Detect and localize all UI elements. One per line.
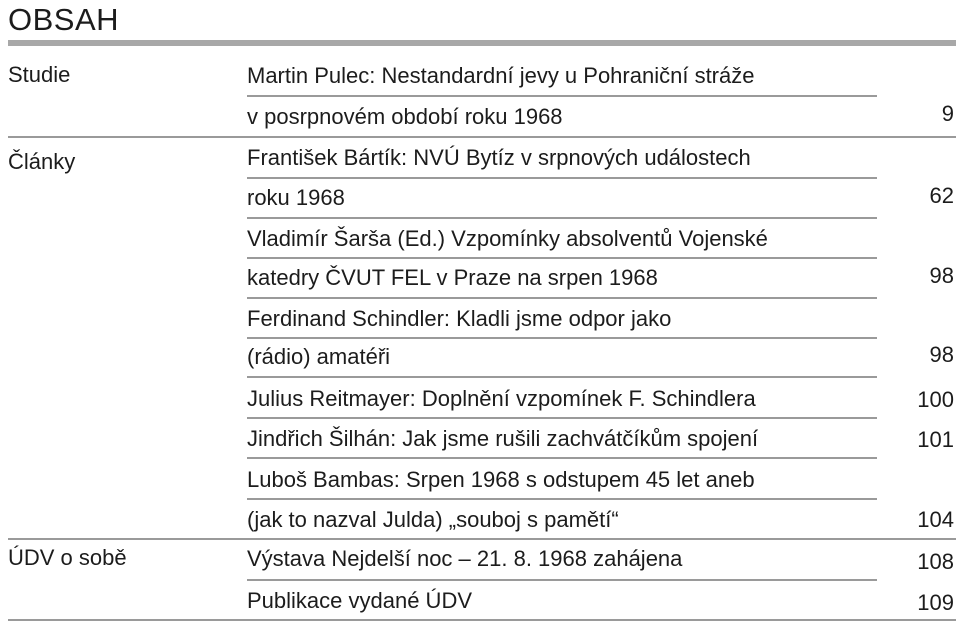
entry-title-line: Luboš Bambas: Srpen 1968 s odstupem 45 let aneb: [247, 467, 755, 492]
entry-page-number: 9: [941, 101, 954, 126]
entry-title-line: Jindřich Šilhán: Jak jsme rušili zachvátčíkům spojení: [247, 426, 759, 451]
entry-title-line: roku 1968: [247, 185, 345, 210]
entry-title-line: Julius Reitmayer: Doplnění vzpomínek F. Schindlera: [247, 386, 756, 411]
entry-line-divider: [247, 337, 877, 339]
entry-page-number: 104: [917, 507, 954, 532]
entry-page-number: 98: [929, 263, 954, 288]
entry-title-line: Publikace vydané ÚDV: [247, 588, 473, 613]
entry-title-line: František Bártík: NVÚ Bytíz v srpnových událostech: [247, 145, 751, 170]
entry-divider: [8, 136, 956, 138]
section-label-clanky: Články: [8, 149, 76, 174]
entry-page-number: 98: [929, 342, 954, 367]
entry-title-line: Vladimír Šarša (Ed.) Vzpomínky absolventů Vojenské: [247, 226, 768, 251]
entry-divider: [247, 376, 877, 378]
page-title: OBSAH: [8, 2, 120, 37]
entry-divider: [247, 217, 877, 219]
entry-line-divider: [247, 95, 877, 97]
entry-title-line: katedry ČVUT FEL v Praze na srpen 1968: [247, 265, 658, 290]
entry-line-divider: [247, 177, 877, 179]
entry-title-line: v posrpnovém období roku 1968: [247, 104, 563, 129]
entry-line-divider: [247, 498, 877, 500]
section-label-udv-o-sobe: ÚDV o sobě: [8, 545, 127, 570]
entry-line-divider: [247, 257, 877, 259]
entry-divider: [247, 579, 877, 581]
entry-divider: [247, 457, 877, 459]
entry-title-line: (jak to nazval Julda) „souboj s pamětí“: [247, 507, 619, 532]
entry-page-number: 62: [929, 183, 954, 208]
entry-divider: [8, 538, 956, 540]
entry-title-line: (rádio) amatéři: [247, 344, 391, 369]
entry-title-line: Výstava Nejdelší noc – 21. 8. 1968 zahájena: [247, 546, 683, 571]
entry-divider: [8, 619, 956, 621]
entry-divider: [247, 417, 877, 419]
entry-page-number: 109: [917, 590, 954, 615]
section-label-studie: Studie: [8, 62, 71, 87]
entry-title-line: Martin Pulec: Nestandardní jevy u Pohraniční stráže: [247, 63, 755, 88]
entry-page-number: 100: [917, 387, 954, 412]
entry-page-number: 108: [917, 549, 954, 574]
title-underline: [8, 40, 956, 46]
entry-divider: [247, 297, 877, 299]
entry-title-line: Ferdinand Schindler: Kladli jsme odpor jako: [247, 306, 672, 331]
entry-page-number: 101: [917, 427, 954, 452]
